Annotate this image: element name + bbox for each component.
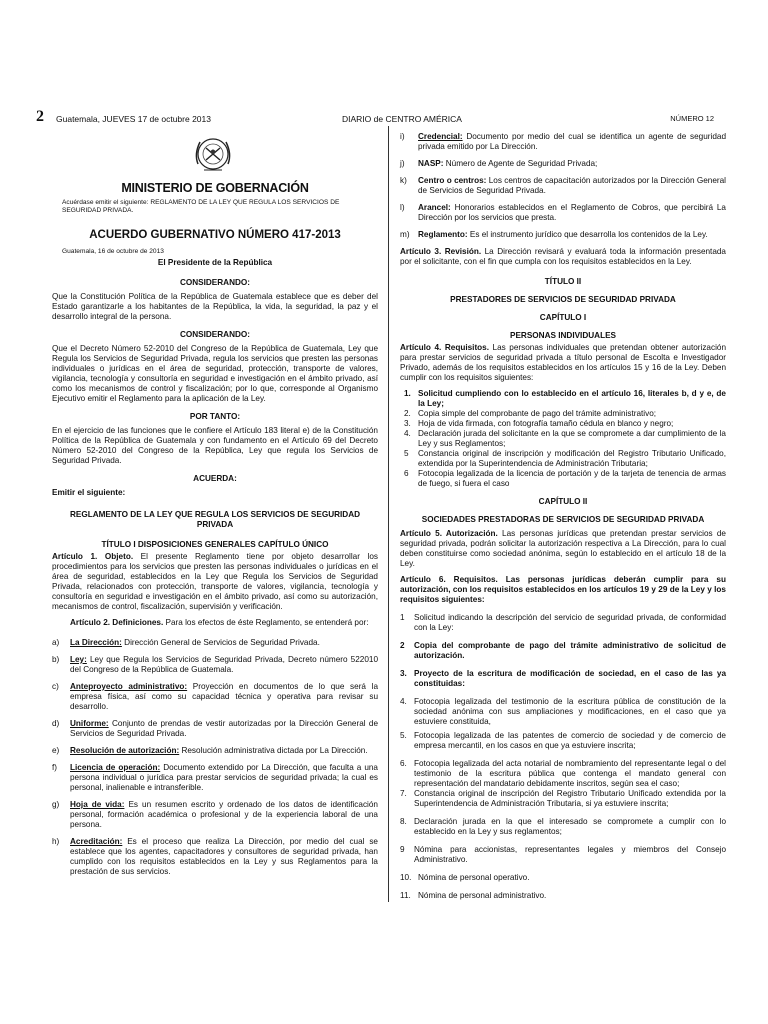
list-item: 10. Nómina de personal operativo.: [400, 873, 530, 882]
article-5-text: Las personas jurídicas que pretendan prestar servicios de seguridad privada, podrán solicitar la autorización respectiva a La Dirección, para lo cual deben constituirse como sociedad anónima, según lo establecido en el artículo 18 de la Ley.: [400, 529, 726, 568]
definition-term: Centro o centros:: [418, 176, 487, 185]
capitulo-1-subheading: PERSONAS INDIVIDUALES: [510, 331, 616, 340]
article-4-list: [404, 389, 726, 489]
article-2: [70, 618, 378, 628]
article-3-text: La Dirección revisará y evaluará toda la información presentada por el solicitante, con el fin que cumpla con los requisitos establecidos en la Ley.: [400, 247, 726, 266]
definition-term: Licencia de operación:: [70, 763, 161, 772]
titulo-1-heading: TÍTULO I DISPOSICIONES GENERALES CAPÍTULO ÚNICO: [101, 540, 329, 549]
definition-term: Acreditación:: [70, 837, 123, 846]
acuerda-heading: ACUERDA:: [193, 474, 237, 483]
definition-item: m) Reglamento: Es el instrumento jurídico que desarrolla los contenidos de la Ley.: [400, 230, 708, 239]
definition-term: Credencial:: [418, 132, 463, 141]
list-item: 1 Solicitud indicando la descripción del servicio de seguridad privada, de conformidad con la Ley:: [400, 613, 726, 632]
article-4: [400, 343, 726, 383]
place-date: Guatemala, 16 de octubre de 2013: [62, 248, 164, 255]
list-item: 8. Declaración jurada en la que el interesado se compromete a cumplir con lo establecido en la Ley y sus reglamentos;: [400, 817, 726, 836]
article-2-text: Para los efectos de éste Reglamento, se entenderá por:: [163, 618, 369, 627]
article-3-label: Artículo 3. Revisión.: [400, 247, 482, 256]
considerando-1-heading: CONSIDERANDO:: [179, 278, 251, 287]
column-divider: [388, 126, 389, 902]
left-column: [52, 128, 378, 884]
article-2-label: Artículo 2. Definiciones.: [70, 618, 164, 627]
definition-term: Arancel:: [418, 203, 451, 212]
definition-item: f) Licencia de operación: Documento extendido por La Dirección, que faculta a una persona individual o jurídica para prestar servicios de seguridad privada; la cual es personal, inalienable e intransferible.: [52, 763, 378, 792]
emitir-text: Emitir el siguiente:: [52, 488, 126, 497]
article-5: [400, 529, 726, 569]
list-item: 4. Declaración jurada del solicitante en la que se compromete a dar cumplimiento de la Ley y sus Reglamentos;: [404, 429, 726, 448]
definitions-list-right: [400, 132, 726, 240]
header-date: Guatemala, JUEVES 17 de octubre 2013: [56, 114, 211, 124]
definition-item: i) Credencial: Documento por medio del cual se identifica un agente de seguridad privada emitido por La Dirección.: [400, 132, 726, 151]
capitulo-2-heading: CAPÍTULO II: [538, 497, 588, 506]
issue-number: NÚMERO 12: [670, 114, 714, 123]
definition-term: Uniforme:: [70, 719, 109, 728]
definition-term: La Dirección:: [70, 638, 122, 647]
page-number: 2: [36, 108, 44, 125]
considerando-1-text: Que la Constitución Política de la República de Guatemala establece que es deber del Estado garantizarle a los habitantes de la República, la vida, la seguridad, la paz y el desarrollo integral de la persona.: [52, 292, 378, 321]
reglamento-title: REGLAMENTO DE LA LEY QUE REGULA LOS SERVICIOS DE SEGURIDAD PRIVADA: [69, 510, 361, 529]
article-6: Artículo 6. Requisitos. Las personas jurídicas deberán cumplir para su autorización, con los requisitos establecidos en los artículos 19 y 29 de la Ley y los requisitos siguientes:: [400, 575, 726, 604]
list-item: 1. Solicitud cumpliendo con lo establecido en el artículo 16, literales b, d y e, de la Ley;: [404, 389, 726, 408]
titulo-2-heading: TÍTULO II: [544, 277, 582, 286]
definition-item: j) NASP: Número de Agente de Seguridad Privada;: [400, 159, 598, 168]
list-item: 6. Fotocopia legalizada del acta notarial de nombramiento del representante legal o del testimonio de la escritura pública que contenga el mandato general con representación del mandatario debidamente inscritos, según sea el caso;: [400, 759, 726, 788]
capitulo-1-heading: CAPÍTULO I: [539, 313, 587, 322]
considerando-2-text: Que el Decreto Número 52-2010 del Congreso de la República de Guatemala, Ley que Regula los Servicios de Seguridad Privada, regula los servicios que presten las personas individuales o jurídicas en el área de seguridad, protección, transporte de valores, vigilancia, tecnología y consultoría en seguridad e investigación en el ámbito privado, así como los mecanismos de control y fiscalización; por lo que, corresponde al Organismo Ejecutivo emitir el Reglamento para la aplicación de la Ley.: [52, 344, 378, 403]
article-1: [52, 552, 378, 612]
definition-item: a) La Dirección: Dirección General de Servicios de Seguridad Privada.: [52, 638, 320, 647]
considerando-2-heading: CONSIDERANDO:: [179, 330, 251, 339]
portanto-text: En el ejercicio de las funciones que le confiere el Artículo 183 literal e) de la Constitución Política de la República de Guatemala y con fundamento en el Artículo 69 del Decreto Número 52-2010 del Congreso de la República, Ley que regula los Servicios de Seguridad Privada.: [52, 426, 378, 465]
definition-term: Ley:: [70, 655, 87, 664]
definition-term: Resolución de autorización:: [70, 746, 180, 755]
page-header: [36, 108, 728, 128]
list-item: 9 Nómina para accionistas, representantes legales y miembros del Consejo Administrativo.: [400, 845, 726, 864]
titulo-2-subheading: PRESTADORES DE SERVICIOS DE SEGURIDAD PRIVADA: [450, 295, 676, 304]
list-item: 5. Fotocopia legalizada de las patentes de comercio de sociedad y de comercio de empresa mercantil, en los casos en que ya estuviere inscrita;: [400, 731, 726, 750]
article-5-label: Artículo 5. Autorización.: [400, 529, 498, 538]
definition-item: c) Anteproyecto administrativo: Proyección en documentos de lo que será la empresa física, así como su capacidad técnica y operativa para revisar su desarrollo.: [52, 682, 379, 711]
list-item: 5 Constancia original de inscripción y modificación del Registro Tributario Unificado, extendida por la Superintendencia de Administración Tributaria;: [404, 449, 726, 468]
guatemala-coat-of-arms-icon: [192, 134, 234, 174]
definitions-list-left: [52, 638, 378, 877]
definition-term: Reglamento:: [418, 230, 468, 239]
article-6-list: [400, 613, 726, 901]
acuerdo-title: ACUERDO GUBERNATIVO NÚMERO 417-2013: [89, 229, 341, 241]
definition-term: NASP:: [418, 159, 444, 168]
right-column: [400, 128, 726, 901]
article-4-label: Artículo 4. Requisitos.: [400, 343, 489, 352]
portanto-heading: POR TANTO:: [189, 412, 241, 421]
definition-item: g) Hoja de vida: Es un resumen escrito y ordenado de los datos de identificación personal, formación académica o profesional y de la experiencia laboral de una persona.: [52, 800, 378, 829]
article-3: [400, 247, 726, 267]
publication-name: DIARIO de CENTRO AMÉRICA: [342, 114, 462, 124]
list-item: 3. Proyecto de la escritura de modificación de sociedad, en el caso de las ya constituidas:: [400, 669, 726, 688]
list-item: 2 Copia del comprobante de pago del trámite administrativo de solicitud de autorización.: [400, 641, 726, 660]
list-item: 6 Fotocopia legalizada de la licencia de portación y de la tarjeta de tenencia de armas de fuego, si fuera el caso: [404, 469, 726, 488]
list-item: 2. Copia simple del comprobante de pago del trámite administrativo;: [404, 409, 657, 418]
definition-item: e) Resolución de autorización: Resolución administrativa dictada por La Dirección.: [52, 746, 368, 755]
definition-item: d) Uniforme: Conjunto de prendas de vestir autorizadas por la Dirección General de Servicios de Seguridad Privada.: [52, 719, 378, 738]
capitulo-2-subheading: SOCIEDADES PRESTADORAS DE SERVICIOS DE SEGURIDAD PRIVADA: [421, 515, 705, 524]
president-heading: El Presidente de la República: [157, 258, 273, 267]
article-1-label: Artículo 1. Objeto.: [52, 552, 134, 561]
list-item: 7. Constancia original de inscripción del Registro Tributario Unificado extendida por la Superintendencia de Administración Tributaria, si ya estuviere inscrita;: [400, 789, 726, 808]
definition-term: Hoja de vida:: [70, 800, 125, 809]
acuerdase-note: Acuérdase emitir el siguiente: REGLAMENTO DE LA LEY QUE REGULA LOS SERVICIOS DE SEGURIDAD PRIVADA.: [62, 199, 340, 214]
definition-term: Anteproyecto administrativo:: [70, 682, 188, 691]
definition-item: k) Centro o centros: Los centros de capacitación autorizados por la Dirección General de Servicios de Seguridad Privada.: [400, 176, 726, 195]
definition-item: l) Arancel: Honorarios establecidos en el Reglamento de Cobros, que percibirá La Dirección por los servicios que presta.: [400, 203, 726, 222]
ministry-title: MINISTERIO DE GOBERNACIÓN: [121, 181, 309, 195]
article-1-text: El presente Reglamento tiene por objeto desarrollar los procedimientos para los servicios que presten las personas individuales o jurídicas en el área de seguridad, establecidos en la Ley que Regula los Servicios de Seguridad Privada, relacionados con protección, transporte de valores, vigilancia, tecnología y consultoría en seguridad e investigación en el ámbito privado, así como su autorización, mecanismos de control, fiscalización, supervisión y verificación.: [52, 552, 379, 611]
definition-item: b) Ley: Ley que Regula los Servicios de Seguridad Privada, Decreto número 522010 del Congreso de la República de Guatemala.: [52, 655, 378, 674]
list-item: 3. Hoja de vida firmada, con fotografía tamaño cédula en blanco y negro;: [404, 419, 674, 428]
definition-item: h) Acreditación: Es el proceso que realiza La Dirección, por medio del cual se establece que los agentes, capacitadores y consultores de seguridad privada, han cumplido con los requisitos establecidos en la Ley y sus Reglamentos para la prestación de sus servicios.: [52, 837, 378, 876]
article-4-text: Las personas individuales que pretendan obtener autorización para prestar servicios de seguridad privada a título personal de Escolta e Investigador Privado, además de los requisitos establecidos en los artículos 15 y 16 de la Ley. Deben cumplir con los requisitos siguientes:: [400, 343, 726, 382]
list-item: 4. Fotocopia legalizada del testimonio de la escritura pública de constitución de la sociedad anónima con sus ampliaciones y modificaciones, en el caso que ya estuviere constituida,: [400, 697, 726, 726]
list-item: 11. Nómina de personal administrativo.: [400, 891, 547, 900]
